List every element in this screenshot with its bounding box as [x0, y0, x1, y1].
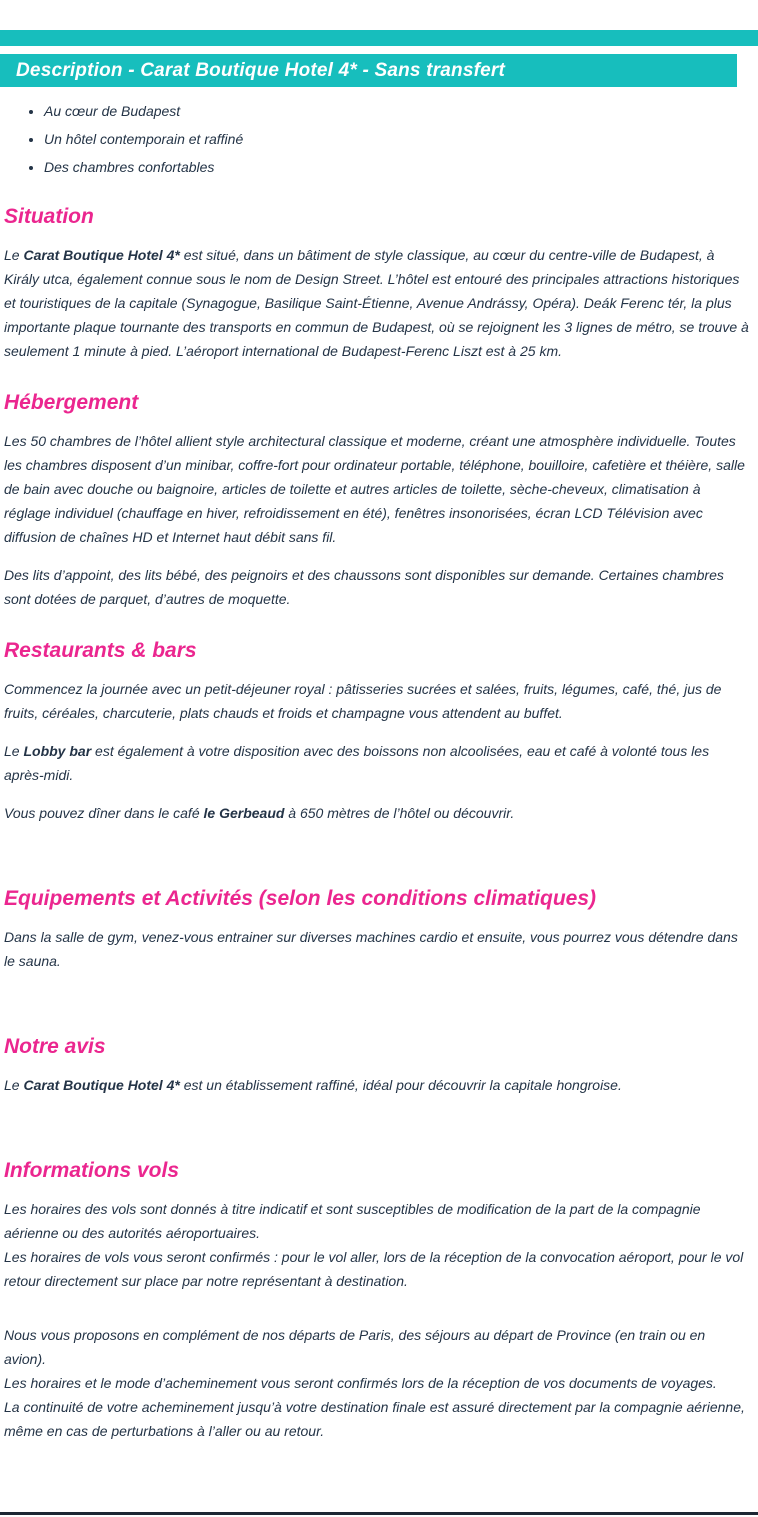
page-title: Description - Carat Boutique Hotel 4* - Sans transfert — [16, 59, 506, 81]
text-segment: à 650 mètres de l’hôtel ou découvrir. — [284, 805, 515, 821]
paragraph — [4, 1073, 750, 1097]
section-restaurants-bars — [4, 639, 750, 825]
list-item: • Un hôtel contemporain et raffiné — [44, 129, 750, 149]
section-heading-hebergement: Hébergement — [4, 391, 139, 414]
paragraph — [4, 739, 750, 787]
paragraph: Les horaires de vols vous seront confirmés : pour le vol aller, lors de la réception de la convocation aéroport, pour le vol retour directement sur place par notre représentant à destination. — [4, 1249, 744, 1289]
highlights-list — [4, 101, 750, 177]
text-segment: est situé, dans un bâtiment de style classique, au cœur du centre-ville de Budapest, à Király utca, également connue sous le nom de Design Street. L’hôtel est entouré des principales attractions historiques et touristiques de la capitale (Synagogue, Basilique Saint-Étienne, Avenue Andrássy, Opéra). Deák Ferenc tér, la plus importante plaque tournante des transports en commun de Budapest, où se rejoignent les 3 lignes de métro, se trouve à seulement 1 minute à pied. L’aéroport international de Budapest-Ferenc Liszt est à 25 km. — [4, 247, 749, 359]
section-heading-situation: Situation — [4, 205, 94, 228]
paragraph: Nous vous proposons en complément de nos départs de Paris, des séjours au départ de Province (en train ou en avion). — [4, 1327, 706, 1367]
section-informations-vols — [4, 1159, 750, 1443]
text-segment: Vous pouvez dîner dans le café — [4, 805, 204, 821]
section-heading-informations-vols: Informations vols — [4, 1159, 180, 1182]
list-item: • Au cœur de Budapest — [44, 101, 750, 121]
bottom-divider — [0, 1512, 758, 1515]
text-segment: Le — [4, 1077, 24, 1093]
flight-info-block-1 — [4, 1197, 750, 1293]
section-heading-equipements-activites: Equipements et Activités (selon les conditions climatiques) — [4, 887, 597, 910]
section-hebergement — [4, 391, 750, 611]
paragraph: Les 50 chambres de l’hôtel allient style architectural classique et moderne, créant une atmosphère individuelle. Toutes les chambres disposent d’un minibar, coffre-fort pour ordinateur portable, téléphone, bouilloire, cafetière et théière, salle de bain avec douche ou baignoire, articles de toilette et autres articles de toilette, sèche-cheveux, climatisation à réglage individuel (chauffage en hiver, refroidissement en été), fenêtres insonorisées, écran LCD Télévision avec diffusion de chaînes HD et Internet haut débit sans fil. — [4, 433, 745, 545]
section-heading-restaurants-bars: Restaurants & bars — [4, 639, 197, 662]
paragraph: Les horaires et le mode d’acheminement vous seront confirmés lors de la réception de vos documents de voyages. — [4, 1375, 717, 1391]
description-header — [0, 54, 737, 87]
hotel-name-bold: Carat Boutique Hotel 4* — [23, 1077, 180, 1093]
paragraph — [4, 243, 750, 363]
text-segment: est également à votre disposition avec des boissons non alcoolisées, eau et café à volonté tous les après-midi. — [4, 743, 710, 783]
top-teal-strip — [0, 30, 758, 46]
section-notre-avis — [4, 1035, 750, 1097]
paragraph — [4, 801, 750, 825]
text-segment: Le — [4, 743, 24, 759]
paragraph: Dans la salle de gym, venez-vous entrainer sur diverses machines cardio et ensuite, vous pourrez vous détendre dans le sauna. — [4, 929, 738, 969]
lobby-bar-bold: Lobby bar — [23, 743, 92, 759]
flight-info-block-2 — [4, 1323, 750, 1443]
section-equipements-activites — [4, 887, 750, 973]
hotel-name-bold: Carat Boutique Hotel 4* — [23, 247, 180, 263]
text-segment: est un établissement raffiné, idéal pour découvrir la capitale hongroise. — [179, 1077, 622, 1093]
description-content — [0, 101, 758, 1443]
list-item: • Des chambres confortables — [44, 157, 750, 177]
paragraph: Des lits d’appoint, des lits bébé, des peignoirs et des chaussons sont disponibles sur demande. Certaines chambres sont dotées de parquet, d’autres de moquette. — [4, 567, 724, 607]
text-segment: Le — [4, 247, 24, 263]
paragraph: La continuité de votre acheminement jusqu’à votre destination finale est assuré directement par la compagnie aérienne, même en cas de perturbations à l’aller ou au retour. — [4, 1399, 745, 1439]
section-heading-notre-avis: Notre avis — [4, 1035, 106, 1058]
section-situation — [4, 205, 750, 363]
paragraph: Commencez la journée avec un petit-déjeuner royal : pâtisseries sucrées et salées, fruits, légumes, café, thé, jus de fruits, céréales, charcuterie, plats chauds et froids et champagne vous attendent au buffet. — [4, 681, 722, 721]
paragraph: Les horaires des vols sont donnés à titre indicatif et sont susceptibles de modification de la part de la compagnie aérienne ou des autorités aéroportuaires. — [4, 1201, 701, 1241]
gerbeaud-bold: le Gerbeaud — [203, 805, 285, 821]
